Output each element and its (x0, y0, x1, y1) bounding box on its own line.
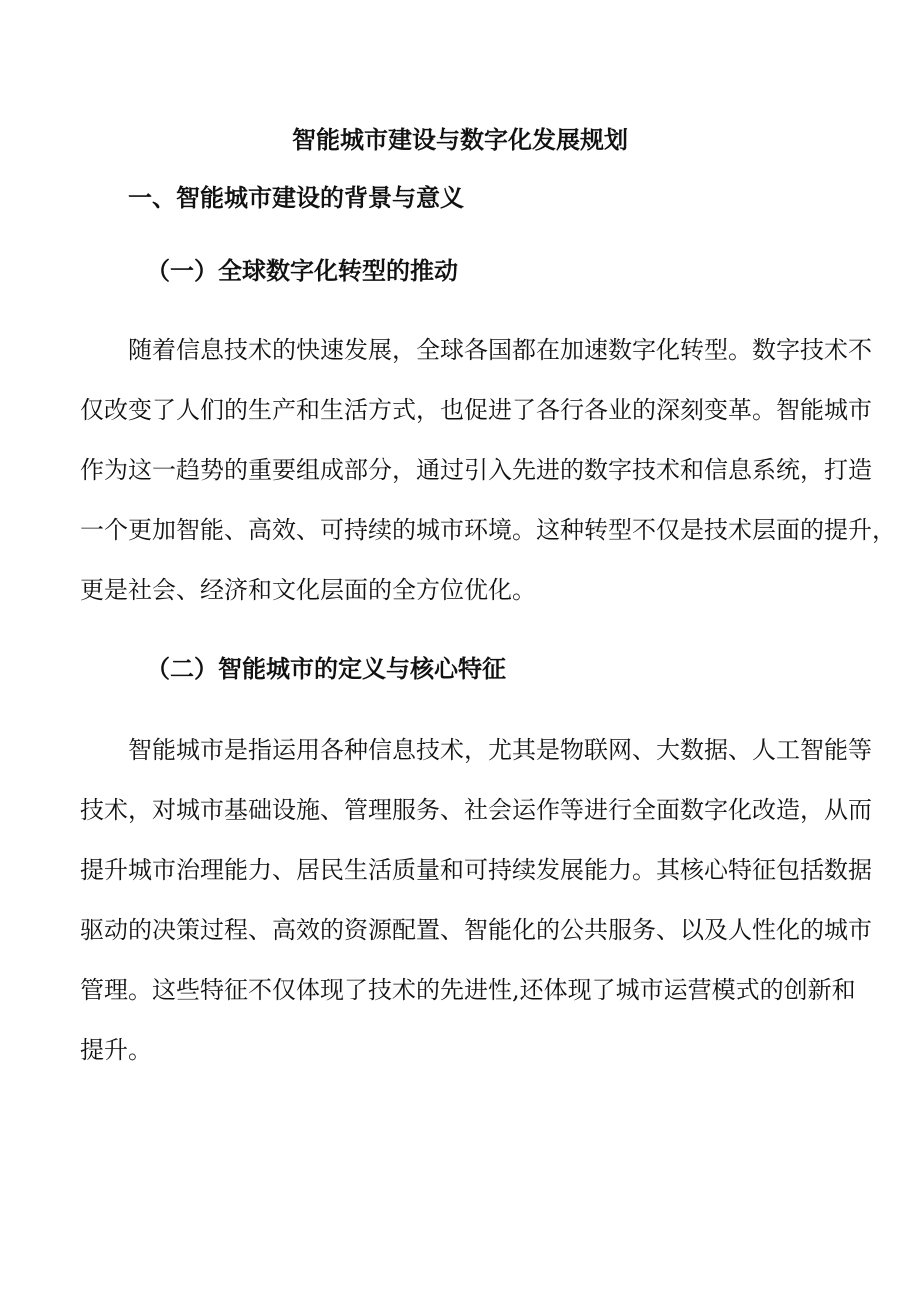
paragraph-2 (80, 720, 872, 1080)
paragraph-1 (80, 320, 896, 620)
paragraph-line: 提升。 (80, 1036, 152, 1064)
subsection-heading-1: （一）全球数字化转型的推动 (146, 256, 458, 285)
paragraph-line: 更是社会、经济和文化层面的全方位优化。 (80, 576, 536, 604)
paragraph-line: 仅改变了人们的生产和生活方式，也促进了各行各业的深刻变革。智能城市 (80, 396, 872, 424)
paragraph-line: 一个更加智能、高效、可持续的城市环境。这种转型不仅是技术层面的提升， (80, 516, 896, 544)
document-title: 智能城市建设与数字化发展规划 (292, 125, 628, 154)
paragraph-line: 随着信息技术的快速发展，全球各国都在加速数字化转型。数字技术不 (128, 336, 872, 364)
paragraph-line: 技术，对城市基础设施、管理服务、社会运作等进行全面数字化改造，从而 (80, 796, 872, 824)
paragraph-line: 驱动的决策过程、高效的资源配置、智能化的公共服务、以及人性化的城市 (80, 916, 872, 944)
paragraph-line: 提升城市治理能力、居民生活质量和可持续发展能力。其核心特征包括数据 (80, 856, 872, 884)
paragraph-line: 作为这一趋势的重要组成部分，通过引入先进的数字技术和信息系统，打造 (80, 456, 872, 484)
paragraph-line: 管理。这些特征不仅体现了技术的先进性,还体现了城市运营模式的创新和 (80, 976, 856, 1004)
subsection-heading-2: （二）智能城市的定义与核心特征 (146, 654, 506, 683)
paragraph-line: 智能城市是指运用各种信息技术，尤其是物联网、大数据、人工智能等 (128, 736, 872, 764)
section-heading: 一、智能城市建设的背景与意义 (128, 183, 464, 212)
